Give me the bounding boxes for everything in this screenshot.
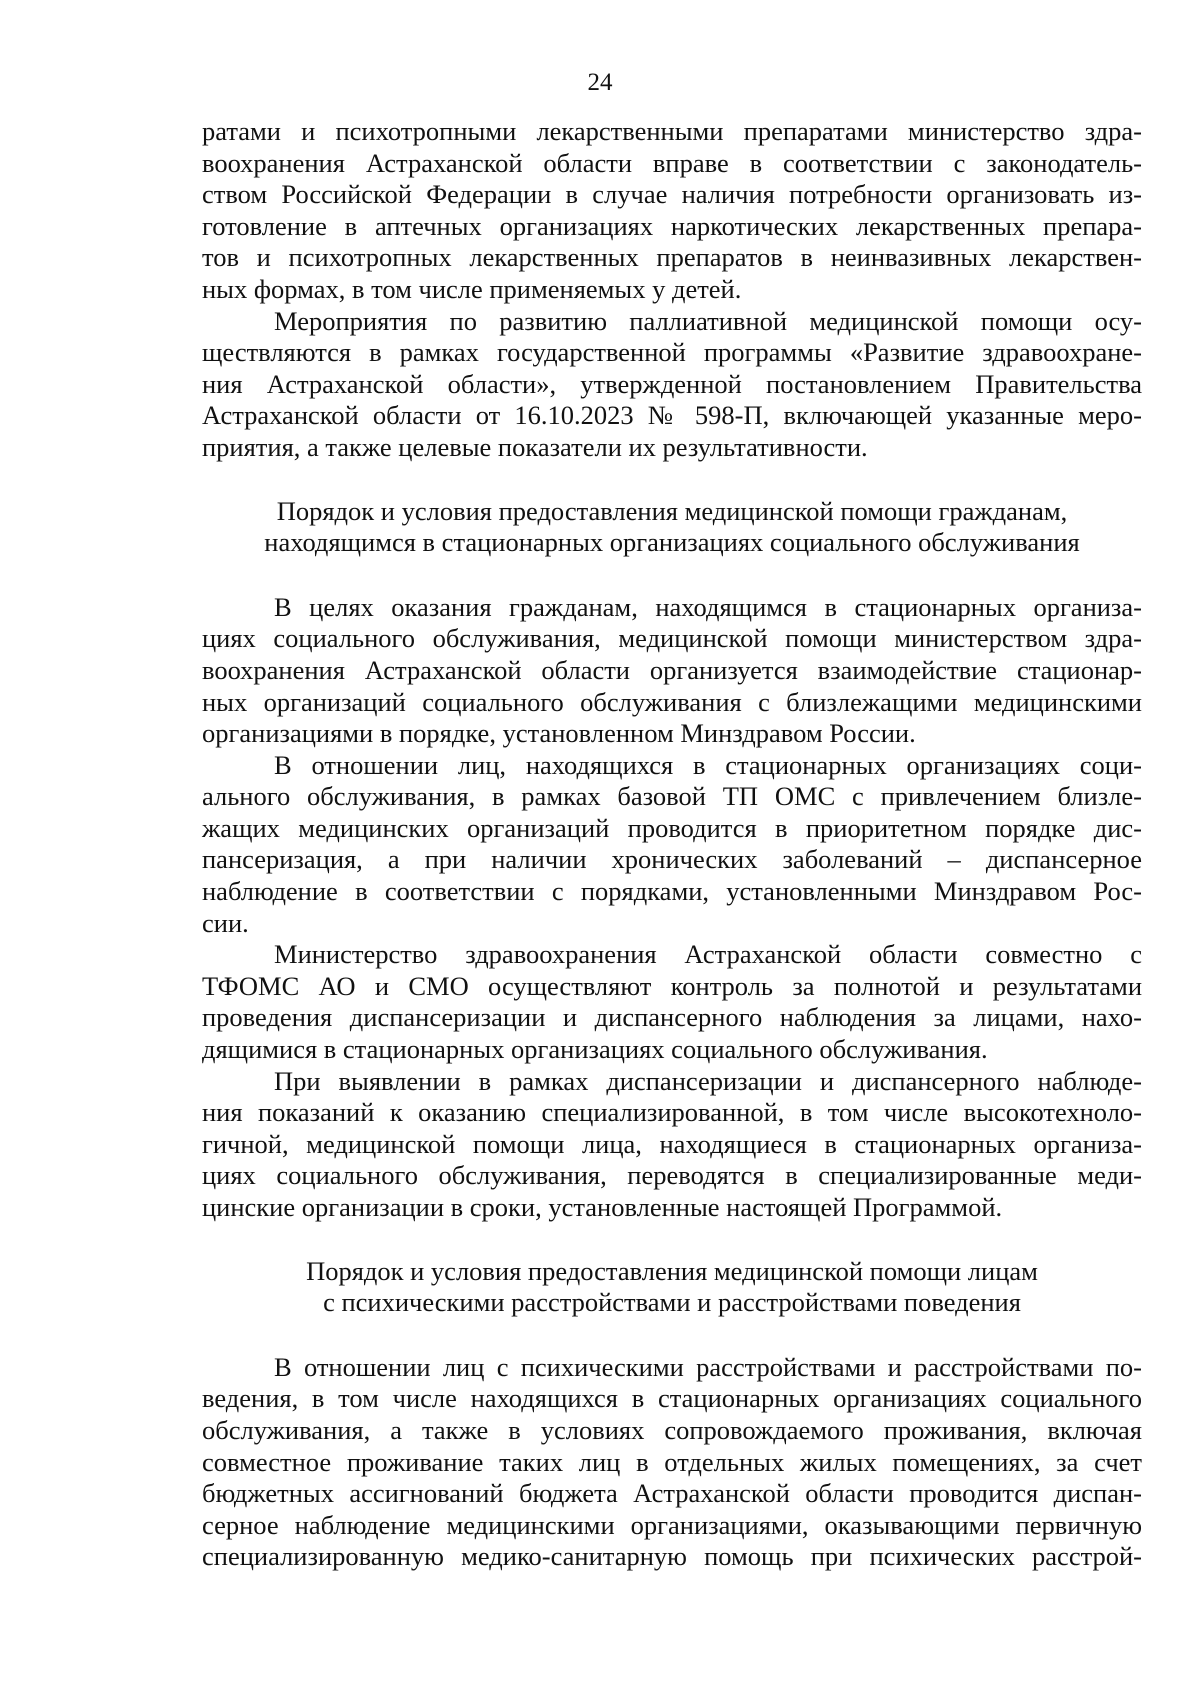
text-line: ществляются в рамках государственной программы «Развитие здравоохране-: [202, 337, 1142, 368]
text-line: гичной, медицинской помощи лица, находящиеся в стационарных организа-: [202, 1128, 1142, 1159]
page-number: 24: [587, 69, 613, 96]
text-line: жащих медицинских организаций проводится в приоритетном порядке дис-: [202, 812, 1142, 843]
section-heading-social-care: [202, 496, 1142, 559]
text-line: готовление в аптечных организациях наркотических лекарственных препара-: [202, 210, 1142, 241]
text-line: циях социального обслуживания, медицинской помощи министерством здра-: [202, 623, 1142, 654]
text-line: ТФОМС АО и СМО осуществляют контроль за полнотой и результатами: [202, 970, 1142, 1001]
spacer: [202, 559, 1142, 592]
text-line: воохранения Астраханской области вправе в соответствии с законодатель-: [202, 147, 1142, 178]
paragraph-4: [202, 750, 1142, 940]
text-line: В целях оказания гражданам, находящимся в стационарных организа-: [274, 591, 1142, 622]
text-line: наблюдение в соответствии с порядками, установленными Минздравом Рос-: [202, 876, 1142, 907]
text-line: воохранения Астраханской области организуется взаимодействие стационар-: [202, 654, 1142, 685]
text-line: сии.: [202, 907, 249, 938]
paragraph-7: [202, 1352, 1142, 1573]
text-line: пансеризация, а при наличии хронических заболеваний – диспансерное: [202, 844, 1142, 875]
text-line: Министерство здравоохранения Астраханской области совместно с: [274, 939, 1142, 970]
paragraph-3: [202, 592, 1142, 750]
text-line: бюджетных ассигнований бюджета Астраханской области проводится диспан-: [202, 1478, 1142, 1509]
text-line: В отношении лиц, находящихся в стационарных организациях соци-: [274, 749, 1142, 780]
text-line: ального обслуживания, в рамках базовой ТП ОМС с привлечением близле-: [202, 781, 1142, 812]
heading-line: Порядок и условия предоставления медицинской помощи гражданам,: [276, 495, 1068, 526]
text-line: проведения диспансеризации и диспансерного наблюдения за лицами, нахо-: [202, 1002, 1142, 1033]
text-line: дящимися в стационарных организациях социального обслуживания.: [202, 1034, 988, 1065]
text-line: совместное проживание таких лиц в отдельных жилых помещениях, за счет: [202, 1446, 1142, 1477]
spacer: [202, 1224, 1142, 1256]
spacer: [202, 1319, 1142, 1352]
document-body: [202, 116, 1142, 1573]
text-line: В отношении лиц с психическими расстройствами и расстройствами по-: [274, 1351, 1142, 1382]
text-line: При выявлении в рамках диспансеризации и диспансерного наблюде-: [274, 1065, 1142, 1096]
text-line: циях социального обслуживания, переводятся в специализированные меди-: [202, 1160, 1142, 1191]
paragraph-2: [202, 306, 1142, 464]
paragraph-1: [202, 116, 1142, 306]
text-line: серное наблюдение медицинскими организациями, оказывающими первичную: [202, 1509, 1142, 1540]
heading-line: с психическими расстройствами и расстройствами поведения: [323, 1287, 1021, 1318]
text-line: тов и психотропных лекарственных препаратов в неинвазивных лекарствен-: [202, 242, 1142, 273]
text-line: ратами и психотропными лекарственными препаратами министерство здра-: [202, 116, 1142, 146]
text-line: ных организаций социального обслуживания с близлежащими медицинскими: [202, 686, 1142, 717]
text-line: организациями в порядке, установленном Минздравом России.: [202, 718, 916, 749]
text-line: ния показаний к оказанию специализированной, в том числе высокотехноло-: [202, 1097, 1142, 1128]
text-line: цинские организации в сроки, установленные настоящей Программой.: [202, 1192, 1003, 1222]
paragraph-5: [202, 939, 1142, 1065]
text-line: ведения, в том числе находящихся в стационарных организациях социального: [202, 1383, 1142, 1414]
text-line: специализированную медико-санитарную помощь при психических расстрой-: [202, 1541, 1142, 1572]
section-heading-mental-disorders: [202, 1256, 1142, 1319]
text-line: Мероприятия по развитию паллиативной медицинской помощи осу-: [274, 305, 1142, 336]
text-line: ных формах, в том числе применяемых у детей.: [202, 273, 742, 304]
text-line: Астраханской области от 16.10.2023 № 598-П, включающей указанные меро-: [202, 400, 1142, 431]
text-line: обслуживания, а также в условиях сопровождаемого проживания, включая: [202, 1414, 1142, 1445]
text-line: ством Российской Федерации в случае наличия потребности организовать из-: [202, 179, 1142, 210]
heading-line: Порядок и условия предоставления медицинской помощи лицам: [306, 1255, 1038, 1286]
heading-line: находящимся в стационарных организациях социального обслуживания: [264, 527, 1080, 558]
text-line: ния Астраханской области», утвержденной постановлением Правительства: [202, 368, 1142, 399]
paragraph-6: [202, 1066, 1142, 1224]
spacer: [202, 464, 1142, 496]
text-line: приятия, а также целевые показатели их результативности.: [202, 431, 868, 462]
